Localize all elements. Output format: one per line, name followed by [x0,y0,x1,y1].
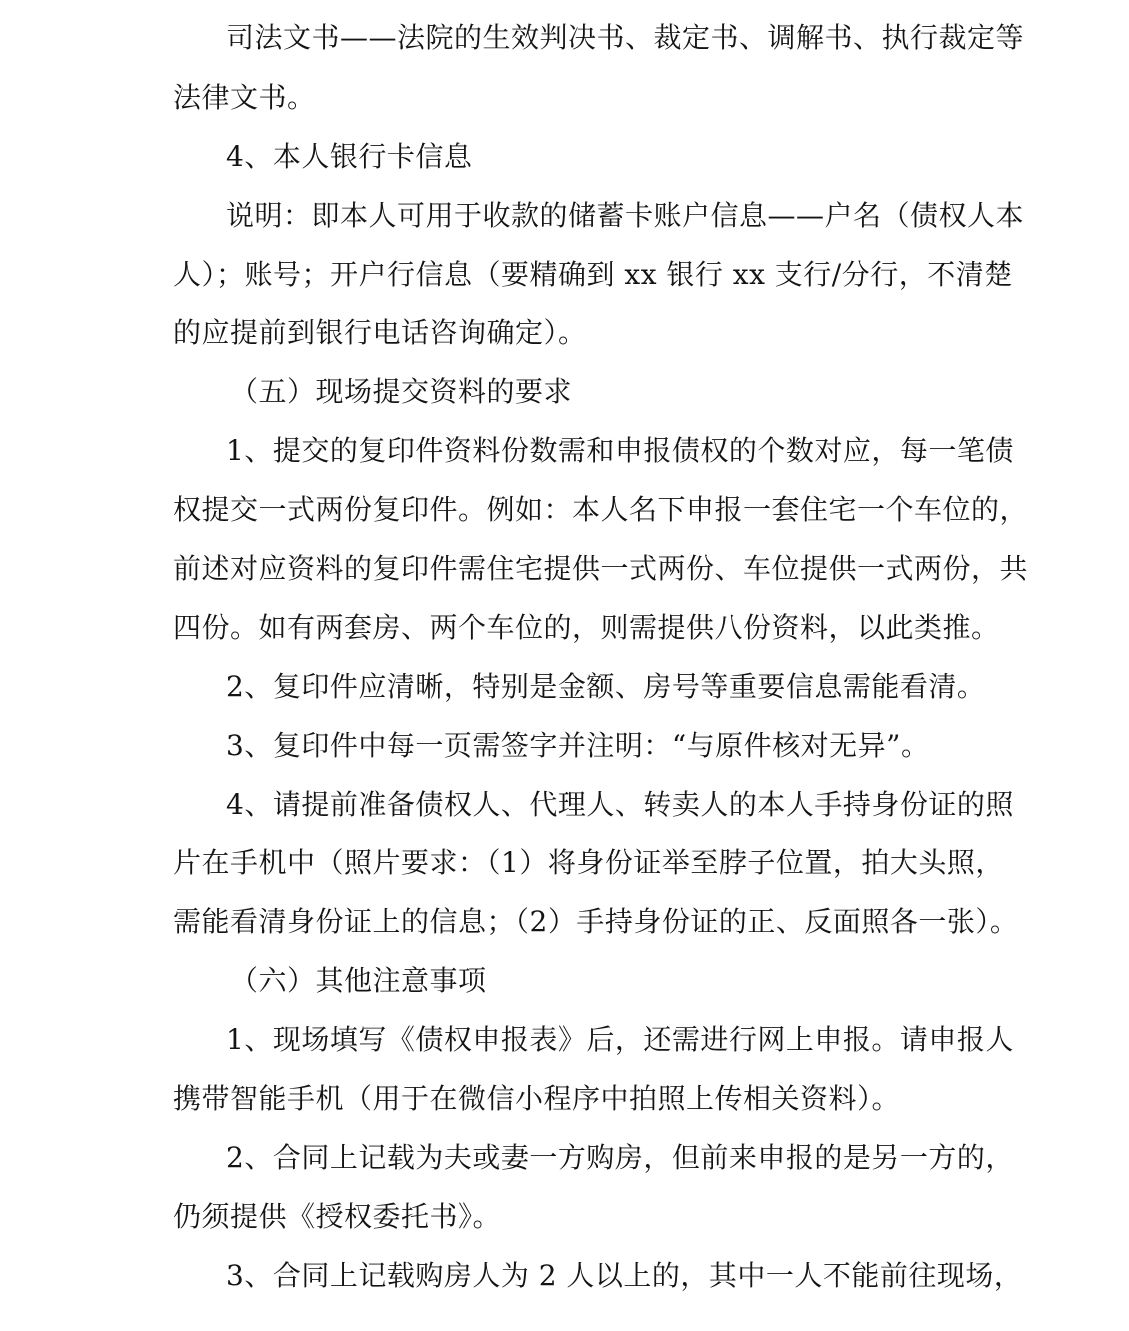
text-line: 片在手机中（照片要求：（1）将身份证举至脖子位置，拍大头照， [173,846,1004,879]
text-line: 司法文书——法院的生效判决书、裁定书、调解书、执行裁定等 [226,21,1025,54]
text-line: 说明：即本人可用于收款的储蓄卡账户信息——户名（债权人本 [226,199,1025,232]
text-line: 1、提交的复印件资料份数需和申报债权的个数对应，每一笔债 [226,434,1014,467]
text-line: 的应提前到银行电话咨询确定）。 [173,316,587,349]
text-line: 法律文书。 [173,81,316,114]
section-heading: （五）现场提交资料的要求 [230,375,573,408]
text-line: 人）；账号；开户行信息（要精确到 xx 银行 xx 支行/分行，不清楚 [173,258,1013,291]
text-line: 携带智能手机（用于在微信小程序中拍照上传相关资料）。 [173,1082,901,1115]
text-line: 1、现场填写《债权申报表》后，还需进行网上申报。请申报人 [226,1023,1014,1056]
text-line: 2、合同上记载为夫或妻一方购房，但前来申报的是另一方的， [226,1141,1014,1174]
text-line: 3、复印件中每一页需签字并注明：“与原件核对无异”。 [226,729,930,762]
section-heading: （六）其他注意事项 [230,964,487,997]
text-line: 需能看清身份证上的信息；（2）手持身份证的正、反面照各一张）。 [173,905,1019,938]
text-line: 3、合同上记载购房人为 2 人以上的，其中一人不能前往现场， [226,1259,1023,1292]
section-heading: 4、本人银行卡信息 [226,140,473,173]
text-line: 四份。如有两套房、两个车位的，则需提供八份资料，以此类推。 [173,611,1000,644]
text-line: 4、请提前准备债权人、代理人、转卖人的本人手持身份证的照 [226,788,1014,821]
text-line: 2、复印件应清晰，特别是金额、房号等重要信息需能看清。 [226,670,986,703]
text-line: 权提交一式两份复印件。例如：本人名下申报一套住宅一个车位的， [173,493,1029,526]
text-line: 前述对应资料的复印件需住宅提供一式两份、车位提供一式两份，共 [173,552,1029,585]
text-line: 仍须提供《授权委托书》。 [173,1200,502,1233]
